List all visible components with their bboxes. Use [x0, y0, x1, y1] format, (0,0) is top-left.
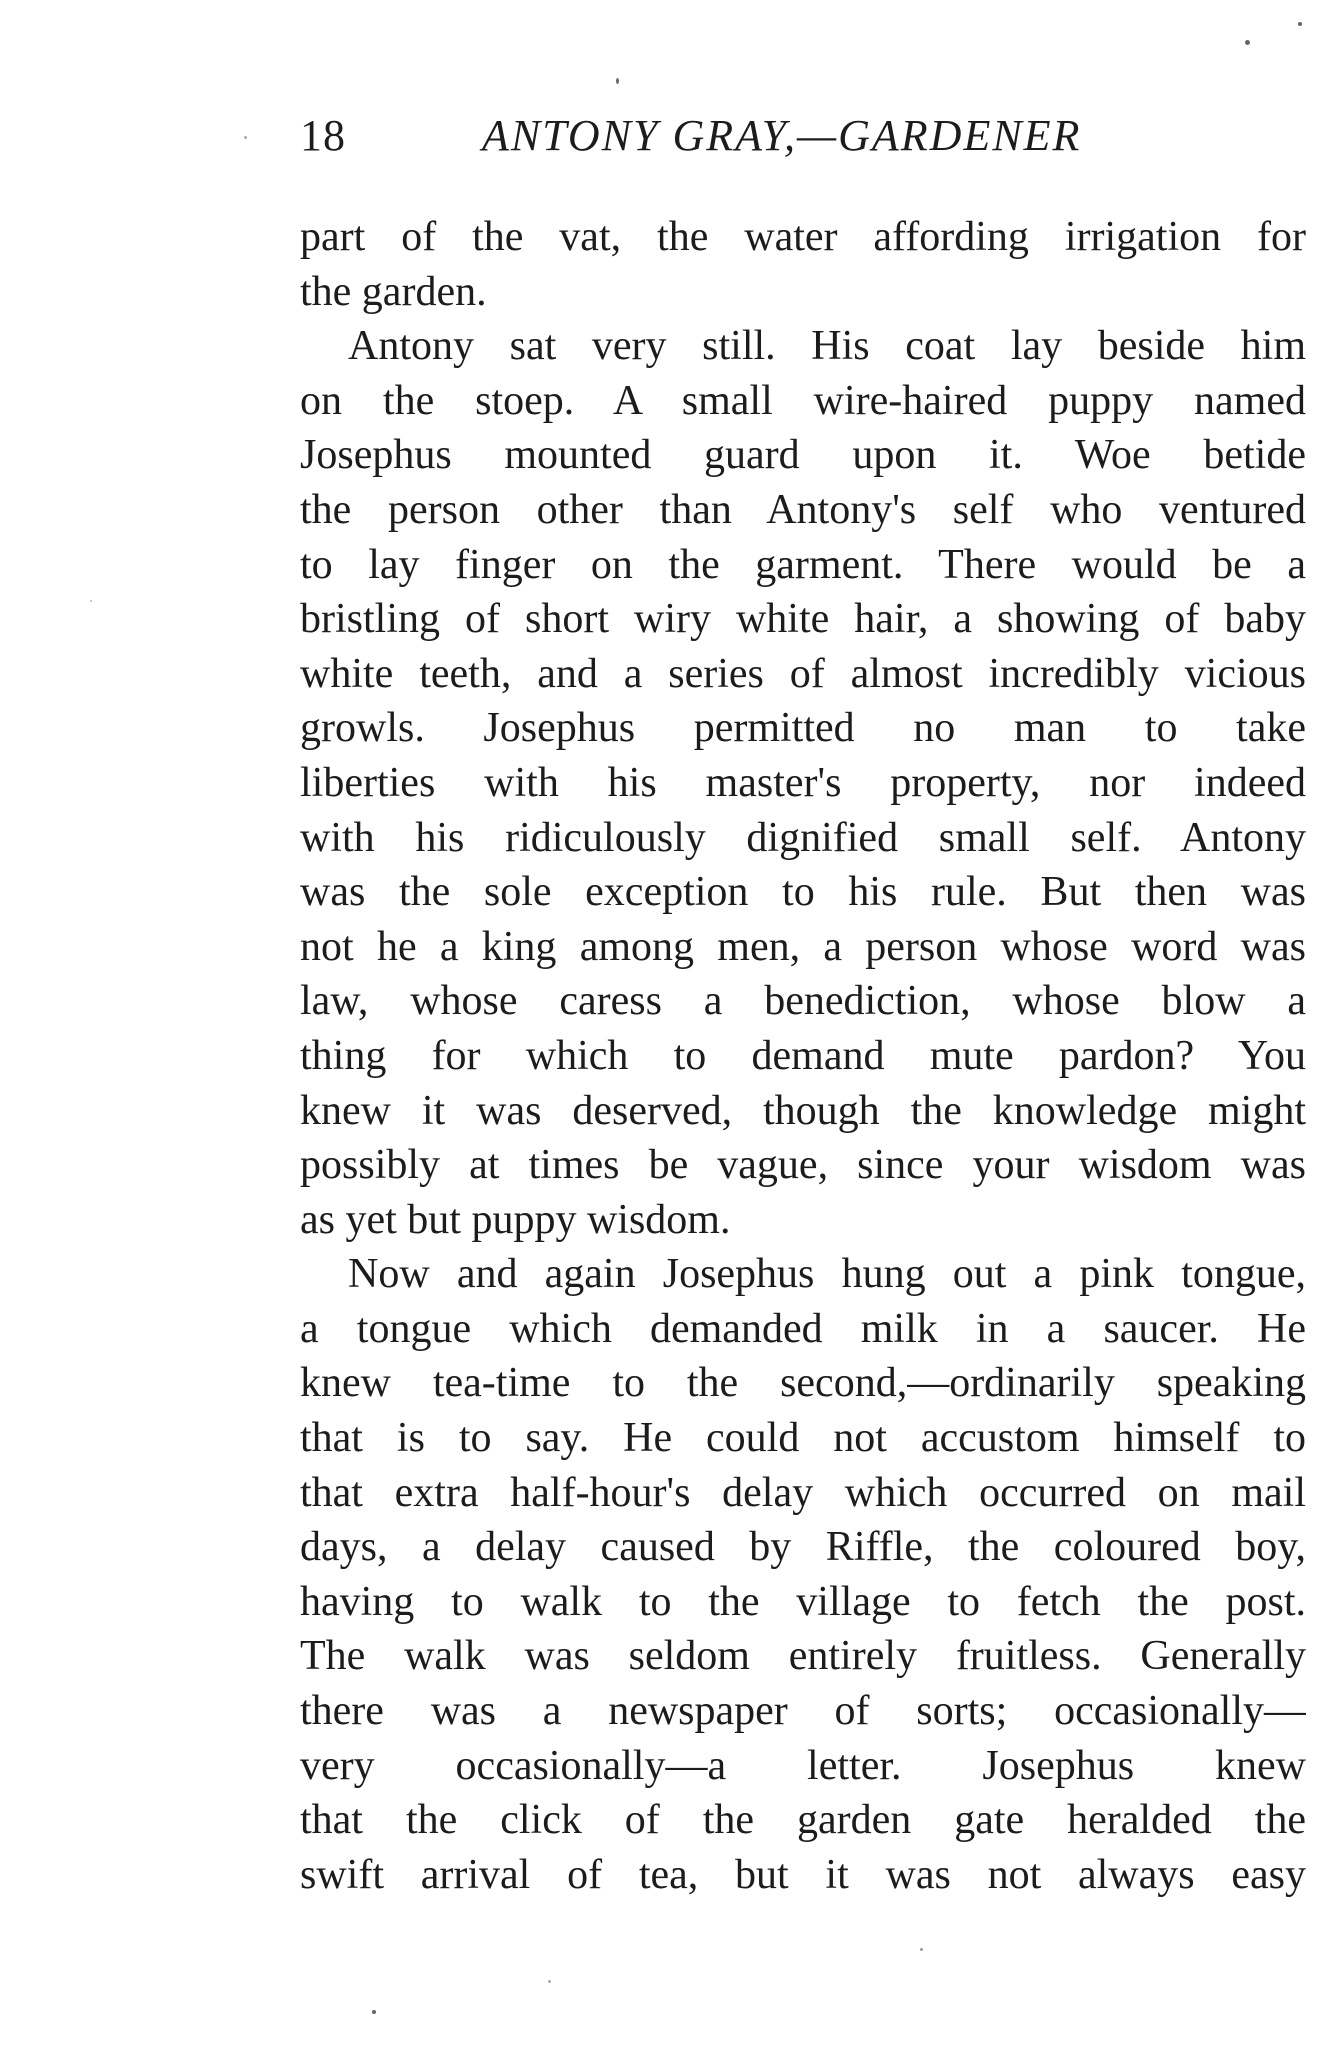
scan-speck — [1298, 22, 1302, 26]
scan-speck — [1245, 40, 1250, 45]
text-line: the person other than Antony's self who ventured — [300, 486, 1306, 533]
text-line: Josephus mounted guard upon it. Woe betide — [300, 432, 1306, 479]
text-line: was the sole exception to his rule. But then was — [300, 869, 1306, 916]
running-head — [300, 108, 1300, 164]
text-line: part of the vat, the water affording irrigation for — [300, 214, 1306, 260]
page-number: 18 — [300, 111, 346, 160]
text-line: to lay finger on the garment. There would be a — [300, 541, 1306, 588]
text-line: as yet but puppy wisdom. — [300, 1196, 731, 1243]
scan-speck — [920, 1948, 923, 1951]
text-line: with his ridiculously dignified small self. Antony — [300, 814, 1306, 861]
text-line: swift arrival of tea, but it was not always easy — [300, 1851, 1306, 1898]
text-line: that is to say. He could not accustom himself to — [300, 1415, 1306, 1462]
running-title: ANTONY GRAY,—GARDENER — [482, 111, 1082, 160]
text-line: not he a king among men, a person whose word was — [300, 923, 1306, 970]
text-line: knew it was deserved, though the knowledge might — [300, 1087, 1306, 1134]
text-line: Now and again Josephus hung out a pink tongue, — [348, 1251, 1306, 1298]
text-line: the garden. — [300, 268, 487, 315]
text-line: that extra half-hour's delay which occurred on mail — [300, 1469, 1306, 1516]
text-line: thing for which to demand mute pardon? You — [300, 1032, 1306, 1079]
text-line: growls. Josephus permitted no man to take — [300, 705, 1306, 752]
text-line: possibly at times be vague, since your wisdom was — [300, 1142, 1306, 1189]
scan-speck — [548, 1980, 551, 1983]
text-line: that the click of the garden gate heralded the — [300, 1797, 1306, 1844]
text-line: The walk was seldom entirely fruitless. Generally — [300, 1633, 1306, 1680]
scan-speck — [90, 600, 92, 602]
scan-speck — [372, 2010, 376, 2014]
text-line: on the stoep. A small wire-haired puppy named — [300, 377, 1306, 424]
text-line: days, a delay caused by Riffle, the coloured boy, — [300, 1524, 1306, 1571]
scan-speck — [616, 78, 619, 84]
body-text — [300, 210, 1306, 1902]
text-line: there was a newspaper of sorts; occasionally— — [300, 1688, 1306, 1735]
text-line: law, whose caress a benediction, whose blow a — [300, 978, 1306, 1025]
text-line: having to walk to the village to fetch the post. — [300, 1578, 1306, 1625]
text-line: white teeth, and a series of almost incredibly vicious — [300, 650, 1306, 697]
text-line: knew tea-time to the second,—ordinarily speaking — [300, 1360, 1306, 1407]
text-line: liberties with his master's property, nor indeed — [300, 759, 1306, 806]
scan-speck — [244, 136, 247, 139]
text-line: a tongue which demanded milk in a saucer. He — [300, 1305, 1306, 1352]
text-line: very occasionally—a letter. Josephus knew — [300, 1742, 1306, 1789]
text-line: bristling of short wiry white hair, a showing of baby — [300, 596, 1306, 643]
text-line: Antony sat very still. His coat lay beside him — [348, 323, 1306, 370]
